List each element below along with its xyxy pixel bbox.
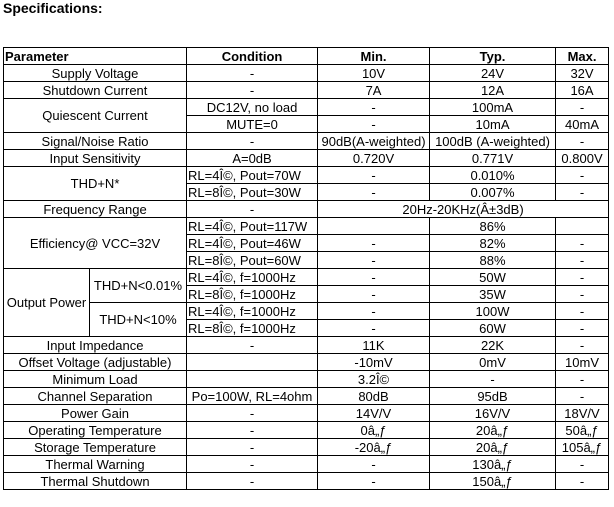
typ-cell: 95dB (430, 388, 556, 405)
condition-cell: RL=8Î©, f=1000Hz (187, 286, 318, 303)
param-cell: Operating Temperature (4, 422, 187, 439)
param-cell: Storage Temperature (4, 439, 187, 456)
min-cell: 80dB (318, 388, 430, 405)
min-cell: -20â„ƒ (318, 439, 430, 456)
max-cell: - (556, 456, 609, 473)
subgroup-cell: THD+N<10% (90, 303, 187, 337)
min-cell: 0.720V (318, 150, 430, 167)
condition-cell: - (187, 201, 318, 218)
param-cell: Output Power (4, 269, 90, 337)
table-row (4, 439, 609, 456)
max-cell: 10mV (556, 354, 609, 371)
typ-cell: 150â„ƒ (430, 473, 556, 490)
typ-cell: 86% (430, 218, 556, 235)
table-row (4, 150, 609, 167)
max-cell: - (556, 337, 609, 354)
condition-cell: DC12V, no load (187, 99, 318, 116)
min-cell: - (318, 286, 430, 303)
typ-cell: 88% (430, 252, 556, 269)
condition-cell: Po=100W, RL=4ohm (187, 388, 318, 405)
typ-cell: 100mA (430, 99, 556, 116)
max-cell: 0.800V (556, 150, 609, 167)
min-cell: - (318, 320, 430, 337)
param-cell: Quiescent Current (4, 99, 187, 133)
table-row (4, 456, 609, 473)
table-row (4, 422, 609, 439)
param-cell: Frequency Range (4, 201, 187, 218)
param-cell: Input Sensitivity (4, 150, 187, 167)
table-row (4, 303, 609, 320)
param-cell: Supply Voltage (4, 65, 187, 82)
table-row (4, 65, 609, 82)
min-cell: - (318, 167, 430, 184)
table-row (4, 371, 609, 388)
max-cell (556, 218, 609, 235)
condition-cell (187, 371, 318, 388)
typ-cell: 12A (430, 82, 556, 99)
param-cell: Offset Voltage (adjustable) (4, 354, 187, 371)
condition-cell: - (187, 473, 318, 490)
typ-cell: 50W (430, 269, 556, 286)
header-parameter: Parameter (4, 48, 187, 65)
condition-cell (187, 354, 318, 371)
table-row (4, 337, 609, 354)
typ-cell: 0.010% (430, 167, 556, 184)
min-cell: 14V/V (318, 405, 430, 422)
min-cell: - (318, 235, 430, 252)
min-cell: 10V (318, 65, 430, 82)
min-cell: 3.2Î© (318, 371, 430, 388)
table-row (4, 388, 609, 405)
typ-cell: 0mV (430, 354, 556, 371)
param-cell: Signal/Noise Ratio (4, 133, 187, 150)
param-cell: Power Gain (4, 405, 187, 422)
max-cell: - (556, 388, 609, 405)
min-cell: - (318, 99, 430, 116)
param-cell: THD+N* (4, 167, 187, 201)
condition-cell: - (187, 82, 318, 99)
max-cell: - (556, 133, 609, 150)
max-cell: 32V (556, 65, 609, 82)
table-row (4, 405, 609, 422)
header-condition: Condition (187, 48, 318, 65)
min-cell: 90dB(A-weighted) (318, 133, 430, 150)
min-cell: - (318, 269, 430, 286)
table-row (4, 133, 609, 150)
min-cell: 7A (318, 82, 430, 99)
header-max: Max. (556, 48, 609, 65)
typ-cell: 35W (430, 286, 556, 303)
condition-cell: RL=8Î©, Pout=60W (187, 252, 318, 269)
condition-cell: A=0dB (187, 150, 318, 167)
condition-cell: - (187, 337, 318, 354)
min-cell: - (318, 303, 430, 320)
min-cell: - (318, 116, 430, 133)
page-title: Specifications: (3, 0, 103, 16)
max-cell: - (556, 371, 609, 388)
typ-cell: 100dB (A-weighted) (430, 133, 556, 150)
max-cell: - (556, 269, 609, 286)
condition-cell: - (187, 456, 318, 473)
typ-cell: 0.007% (430, 184, 556, 201)
condition-cell: - (187, 405, 318, 422)
condition-cell: - (187, 133, 318, 150)
typ-cell: 24V (430, 65, 556, 82)
header-min: Min. (318, 48, 430, 65)
typ-cell: - (430, 371, 556, 388)
max-cell: - (556, 303, 609, 320)
param-cell: Minimum Load (4, 371, 187, 388)
typ-cell: 20â„ƒ (430, 422, 556, 439)
param-cell: Thermal Shutdown (4, 473, 187, 490)
typ-cell: 100W (430, 303, 556, 320)
max-cell: 16A (556, 82, 609, 99)
condition-cell: - (187, 439, 318, 456)
max-cell: - (556, 235, 609, 252)
table-row (4, 82, 609, 99)
max-cell: - (556, 184, 609, 201)
min-cell: - (318, 456, 430, 473)
condition-cell: RL=8Î©, Pout=30W (187, 184, 318, 201)
max-cell: 40mA (556, 116, 609, 133)
typ-cell: 20â„ƒ (430, 439, 556, 456)
condition-cell: RL=4Î©, Pout=70W (187, 167, 318, 184)
typ-cell: 60W (430, 320, 556, 337)
max-cell: 50â„ƒ (556, 422, 609, 439)
param-cell: Thermal Warning (4, 456, 187, 473)
max-cell: - (556, 320, 609, 337)
min-cell: - (318, 184, 430, 201)
header-row (4, 48, 609, 65)
param-cell: Input Impedance (4, 337, 187, 354)
condition-cell: RL=4Î©, f=1000Hz (187, 269, 318, 286)
table-row (4, 269, 609, 286)
table-row (4, 473, 609, 490)
param-cell: Channel Separation (4, 388, 187, 405)
max-cell: - (556, 252, 609, 269)
max-cell: - (556, 167, 609, 184)
typ-cell: 0.771V (430, 150, 556, 167)
min-cell (318, 218, 430, 235)
min-cell: 11K (318, 337, 430, 354)
value-cell: 20Hz-20KHz(Â±3dB) (318, 201, 609, 218)
max-cell: - (556, 99, 609, 116)
max-cell: - (556, 286, 609, 303)
min-cell: - (318, 473, 430, 490)
condition-cell: - (187, 65, 318, 82)
typ-cell: 130â„ƒ (430, 456, 556, 473)
subgroup-cell: THD+N<0.01% (90, 269, 187, 303)
condition-cell: RL=4Î©, Pout=117W (187, 218, 318, 235)
typ-cell: 82% (430, 235, 556, 252)
condition-cell: RL=8Î©, f=1000Hz (187, 320, 318, 337)
table-row (4, 99, 609, 116)
typ-cell: 16V/V (430, 405, 556, 422)
condition-cell: RL=4Î©, Pout=46W (187, 235, 318, 252)
specifications-table (3, 47, 609, 490)
param-cell: Efficiency@ VCC=32V (4, 218, 187, 269)
typ-cell: 10mA (430, 116, 556, 133)
condition-cell: - (187, 422, 318, 439)
typ-cell: 22K (430, 337, 556, 354)
header-typ: Typ. (430, 48, 556, 65)
min-cell: -10mV (318, 354, 430, 371)
condition-cell: RL=4Î©, f=1000Hz (187, 303, 318, 320)
min-cell: - (318, 252, 430, 269)
condition-cell: MUTE=0 (187, 116, 318, 133)
table-row (4, 167, 609, 184)
min-cell: 0â„ƒ (318, 422, 430, 439)
max-cell: 18V/V (556, 405, 609, 422)
max-cell: - (556, 473, 609, 490)
table-row (4, 218, 609, 235)
max-cell: 105â„ƒ (556, 439, 609, 456)
param-cell: Shutdown Current (4, 82, 187, 99)
table-row (4, 201, 609, 218)
table-row (4, 354, 609, 371)
